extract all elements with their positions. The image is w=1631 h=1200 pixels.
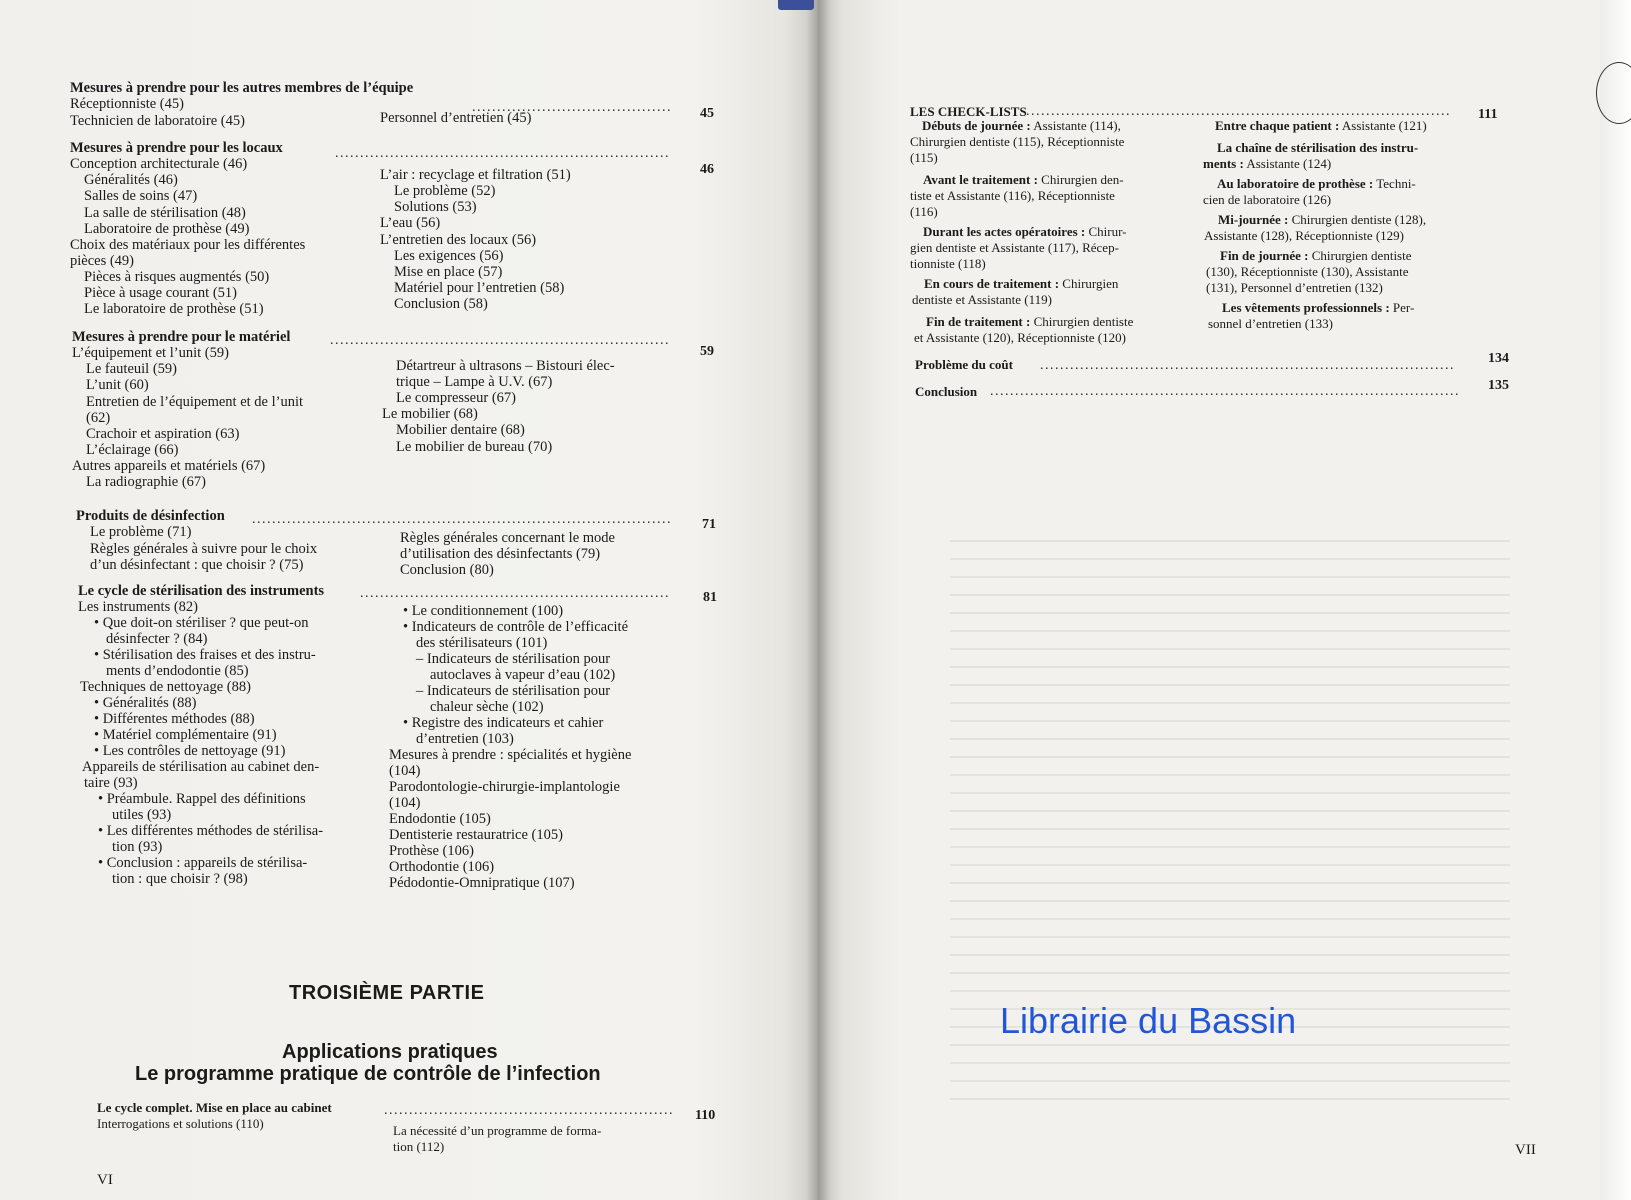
page-number: 110 <box>695 1108 716 1123</box>
toc-entry: Prothèse (106) <box>389 843 474 859</box>
toc-entry: • Registre des indicateurs et cahier <box>403 715 604 731</box>
toc-entry: Parodontologie-chirurgie-implantologie <box>389 779 620 795</box>
toc-entry: • Le conditionnement (100) <box>403 603 564 619</box>
checklist-text: tionniste (118) <box>910 256 986 271</box>
toc-entry: Généralités (46) <box>84 172 178 188</box>
toc-entry: Mobilier dentaire (68) <box>396 422 525 438</box>
toc-entry: Pièce à usage courant (51) <box>84 285 237 301</box>
toc-entry: Le problème (52) <box>394 183 496 199</box>
toc-entry: Conception architecturale (46) <box>70 156 248 172</box>
toc-entry: Solutions (53) <box>394 199 477 215</box>
toc-entry: Le mobilier (68) <box>382 406 478 422</box>
checklist-text: Techni- <box>1376 176 1416 191</box>
checklist-label: Les vêtements professionnels : <box>1222 300 1390 315</box>
checklist-text: Chirurgien dentiste <box>1311 248 1412 263</box>
section-title-cost: Problème du coût <box>915 357 1013 372</box>
checklist-label: Entre chaque patient : <box>1215 118 1340 133</box>
toc-entry: (104) <box>389 795 421 811</box>
toc-entry: Personnel d’entretien (45) <box>380 110 532 126</box>
checklist-label: Mi-journée : <box>1218 212 1289 227</box>
page-number: 45 <box>700 106 714 121</box>
toc-entry: des stérilisateurs (101) <box>416 635 548 651</box>
page-number: 134 <box>1488 351 1509 366</box>
toc-entry: Appareils de stérilisation au cabinet den- <box>82 759 320 775</box>
toc-entry: (62) <box>86 410 111 426</box>
toc-entry: utiles (93) <box>112 807 172 823</box>
leader-dots <box>360 586 668 602</box>
toc-entry: Autres appareils et matériels (67) <box>72 458 266 474</box>
toc-entry: pièces (49) <box>70 253 135 269</box>
leader-dots <box>335 146 670 162</box>
toc-entry: Le mobilier de bureau (70) <box>396 439 553 455</box>
toc-entry: Conclusion (58) <box>394 296 488 312</box>
toc-entry: tion (112) <box>393 1139 445 1154</box>
toc-entry: • Que doit-on stériliser ? que peut-on <box>94 615 309 631</box>
toc-entry: L’entretien des locaux (56) <box>380 232 537 248</box>
toc-entry: Techniques de nettoyage (88) <box>80 679 251 695</box>
toc-entry: Le compresseur (67) <box>396 390 516 406</box>
toc-entry: Orthodontie (106) <box>389 859 495 875</box>
leader-dots <box>330 333 670 349</box>
toc-entry: L’air : recyclage et filtration (51) <box>380 167 571 183</box>
checklist-text: gien dentiste et Assistante (117), Récep- <box>910 240 1119 255</box>
section-title-sterilization: Le cycle de stérilisation des instruments <box>78 583 325 599</box>
checklist-text: Assistante (121) <box>1341 118 1427 133</box>
page-number: 46 <box>700 162 714 177</box>
toc-entry: • Généralités (88) <box>94 695 197 711</box>
toc-entry: Mesures à prendre : spécialités et hygiène <box>389 747 632 763</box>
toc-entry: • Indicateurs de contrôle de l’efficacité <box>403 619 629 635</box>
book-gutter <box>806 0 830 1200</box>
toc-entry: Le laboratoire de prothèse (51) <box>84 301 264 317</box>
section-title-equipment: Mesures à prendre pour le matériel <box>72 329 291 345</box>
leader-dots <box>1040 358 1456 374</box>
section-title-disinfection: Produits de désinfection <box>76 508 225 524</box>
toc-entry: tion : que choisir ? (98) <box>112 871 248 887</box>
checklist-text: (130), Réceptionniste (130), Assistante <box>1206 264 1409 279</box>
checklist-text: (115) <box>910 150 938 165</box>
toc-entry: d’entretien (103) <box>416 731 514 747</box>
checklist-text: Per- <box>1392 300 1415 315</box>
part-subtitle: Applications pratiques <box>282 1041 498 1063</box>
checklist-label: Fin de journée : <box>1220 248 1309 263</box>
toc-entry: désinfecter ? (84) <box>106 631 208 647</box>
checklist-text: Chirur- <box>1088 224 1127 239</box>
bookmark-tab <box>778 0 814 10</box>
page-number: 111 <box>1478 107 1498 122</box>
toc-entry: Détartreur à ultrasons – Bistouri élec- <box>396 358 615 374</box>
toc-entry: autoclaves à vapeur d’eau (102) <box>430 667 616 683</box>
toc-entry: Matériel pour l’entretien (58) <box>394 280 565 296</box>
section-title-team: Mesures à prendre pour les autres membres de l’équipe <box>70 80 414 96</box>
page-number: 71 <box>702 517 716 532</box>
checklist-text: Chirurgien <box>1062 276 1119 291</box>
section-title-full-cycle: Le cycle complet. Mise en place au cabinet <box>97 1100 332 1115</box>
checklist-text: sonnel d’entretien (133) <box>1208 316 1333 331</box>
toc-entry: Dentisterie restauratrice (105) <box>389 827 563 843</box>
checklist-label: En cours de traitement : <box>924 276 1060 291</box>
toc-entry: Le fauteuil (59) <box>86 361 177 377</box>
toc-entry: Choix des matériaux pour les différentes <box>70 237 306 253</box>
checklist-label: Au laboratoire de prothèse : <box>1217 176 1374 191</box>
part-subtitle: Le programme pratique de contrôle de l’infection <box>135 1063 601 1085</box>
toc-entry: • Matériel complémentaire (91) <box>94 727 277 743</box>
checklist-label: Avant le traitement : <box>923 172 1038 187</box>
toc-entry: Le problème (71) <box>90 524 192 540</box>
checklist-label: Fin de traitement : <box>926 314 1031 329</box>
toc-entry: Laboratoire de prothèse (49) <box>84 221 250 237</box>
toc-entry: Endodontie (105) <box>389 811 491 827</box>
toc-entry: d’utilisation des désinfectants (79) <box>400 546 601 562</box>
toc-entry: – Indicateurs de stérilisation pour <box>416 683 611 699</box>
checklist-text: (116) <box>910 204 938 219</box>
checklist-label: Durant les actes opératoires : <box>923 224 1086 239</box>
toc-entry: Technicien de laboratoire (45) <box>70 113 245 129</box>
toc-entry: L’unit (60) <box>86 377 149 393</box>
toc-entry: Réceptionniste (45) <box>70 96 184 112</box>
toc-entry: L’eau (56) <box>380 215 441 231</box>
toc-entry: • Différentes méthodes (88) <box>94 711 255 727</box>
toc-entry: trique – Lampe à U.V. (67) <box>396 374 553 390</box>
toc-entry: tion (93) <box>112 839 163 855</box>
toc-entry: Les exigences (56) <box>394 248 504 264</box>
page-edge <box>1600 0 1631 1200</box>
checklist-text: Assistante (128), Réceptionniste (129) <box>1204 228 1405 243</box>
leader-dots <box>252 512 670 528</box>
toc-entry: Règles générales à suivre pour le choix <box>90 541 318 557</box>
page-number: 59 <box>700 344 714 359</box>
checklist-text: tiste et Assistante (116), Réceptionniste <box>910 188 1115 203</box>
toc-entry: • Les différentes méthodes de stérilisa- <box>98 823 324 839</box>
section-title-premises: Mesures à prendre pour les locaux <box>70 140 283 156</box>
checklist-label: ments : <box>1203 156 1244 171</box>
checklist-text: Chirurgien dentiste (115), Réceptionniste <box>910 134 1125 149</box>
toc-entry: Règles générales concernant le mode <box>400 530 615 546</box>
toc-entry: La radiographie (67) <box>86 474 206 490</box>
toc-entry: • Préambule. Rappel des définitions <box>98 791 306 807</box>
section-title-checklists: LES CHECK-LISTS <box>910 104 1027 119</box>
toc-entry: Les instruments (82) <box>78 599 199 615</box>
checklist-text: Assistante (124) <box>1246 156 1332 171</box>
toc-entry: – Indicateurs de stérilisation pour <box>416 651 611 667</box>
toc-entry: • Les contrôles de nettoyage (91) <box>94 743 286 759</box>
toc-entry: chaleur sèche (102) <box>430 699 544 715</box>
toc-entry: Crachoir et aspiration (63) <box>86 426 240 442</box>
toc-entry: Mise en place (57) <box>394 264 503 280</box>
toc-entry: d’un désinfectant : que choisir ? (75) <box>90 557 304 573</box>
watermark-text: Librairie du Bassin <box>1000 1000 1297 1041</box>
toc-entry: Pédodontie-Omnipratique (107) <box>389 875 575 891</box>
toc-entry: taire (93) <box>84 775 138 791</box>
toc-entry: ments d’endodontie (85) <box>106 663 249 679</box>
checklist-text: (131), Personnel d’entretien (132) <box>1206 280 1383 295</box>
checklist-text: et Assistante (120), Réceptionniste (120) <box>914 330 1126 345</box>
toc-entry: • Conclusion : appareils de stérilisa- <box>98 855 308 871</box>
checklist-label: Débuts de journée : <box>922 118 1031 133</box>
toc-entry: Interrogations et solutions (110) <box>97 1116 264 1131</box>
page-number: 135 <box>1488 378 1509 393</box>
toc-entry: Entretien de l’équipement et de l’unit <box>86 394 304 410</box>
page-number: 81 <box>703 590 717 605</box>
checklist-text: Chirurgien dentiste <box>1033 314 1134 329</box>
leader-dots <box>990 384 1458 400</box>
toc-entry: La salle de stérilisation (48) <box>84 205 246 221</box>
checklist-text: dentiste et Assistante (119) <box>912 292 1052 307</box>
toc-entry: Salles de soins (47) <box>84 188 198 204</box>
page-folio: VI <box>97 1172 113 1188</box>
checklist-text: Chirurgien den- <box>1041 172 1124 187</box>
section-title-conclusion: Conclusion <box>915 384 978 399</box>
checklist-label: La chaîne de stérilisation des instru- <box>1217 140 1419 155</box>
toc-entry: • Stérilisation des fraises et des instru- <box>94 647 316 663</box>
toc-entry: Pièces à risques augmentés (50) <box>84 269 270 285</box>
checklist-text: Assistante (114), <box>1033 118 1121 133</box>
leader-dots <box>384 1103 674 1119</box>
toc-entry: L’éclairage (66) <box>86 442 179 458</box>
part-heading: TROISIÈME PARTIE <box>289 982 485 1004</box>
toc-entry: L’équipement et l’unit (59) <box>72 345 229 361</box>
toc-entry: La nécessité d’un programme de forma- <box>393 1123 602 1138</box>
checklist-text: Chirurgien dentiste (128), <box>1291 212 1427 227</box>
toc-entry: Conclusion (80) <box>400 562 494 578</box>
checklist-text: cien de laboratoire (126) <box>1203 192 1332 207</box>
toc-entry: (104) <box>389 763 421 779</box>
page-folio: VII <box>1515 1142 1536 1158</box>
